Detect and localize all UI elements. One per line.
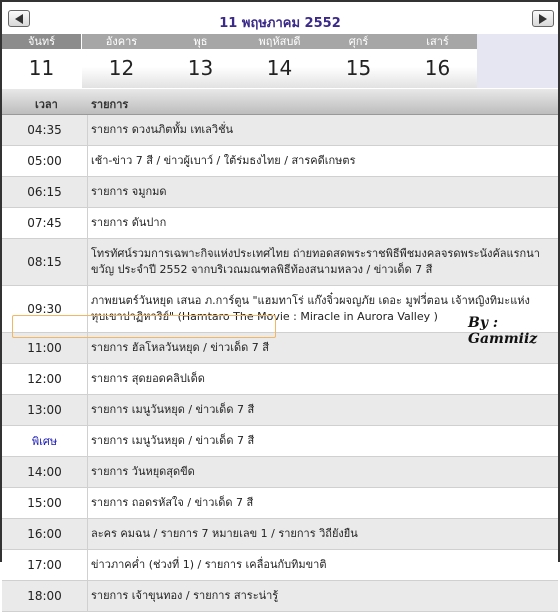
day-number: 12 <box>82 49 161 88</box>
day-name: พฤหัสบดี <box>240 34 319 49</box>
row-time: 05:00 <box>2 146 88 176</box>
day-tabs <box>2 34 558 88</box>
row-program: ข่าวภาคค่ำ (ช่วงที่ 1) / รายการ เคลื่อนกับทิมขาติ <box>91 558 327 571</box>
day-name: อังคาร <box>82 34 161 49</box>
month-header <box>2 2 558 36</box>
row-time-special: พิเศษ <box>2 426 88 456</box>
credit-signature: By : Gammiiz <box>468 315 538 347</box>
row-time: 13:00 <box>2 395 88 425</box>
table-row[interactable] <box>2 426 558 457</box>
row-program: ภาพยนตร์วันหยุด เสนอ ภ.การ์ตูน "แฮมทาโร่ แก๊งจิ๋วผจญภัย เดอะ มูฟวี่ตอน เจ้าหญิงทิมะแห่งหุบเขาปาฏิหาริย์" (Hamtaro The Movie : Miracle in Aurora Valley ) <box>91 294 530 323</box>
month-title: 11 พฤษภาคม 2552 <box>219 16 341 31</box>
day-name: เสาร์ <box>398 34 477 49</box>
day-tab-friday[interactable] <box>319 34 398 88</box>
row-time: 18:00 <box>2 581 88 611</box>
row-program: เช้า-ข่าว 7 สี / ข่าวผู้เบาว์ / ใต้ร่มธงไทย / สารคดีเกษตร <box>91 154 356 167</box>
row-program: โทรทัศน์รวมการเฉพาะกิจแห่งประเทศไทย ถ่ายทอดสดพระราชพิธีพืชมงคลจรดพระนังคัลแรกนาขวัญ ประจำปี 2552 จากบริเวณมณฑลพิธีท้องสนามหลวง / ข่าวเด็ด 7 สี <box>91 247 540 276</box>
row-time: 14:00 <box>2 457 88 487</box>
table-row[interactable] <box>2 239 558 286</box>
row-program: รายการ ดวงนภิตทั้ม เทเลวิชั่น <box>91 123 234 136</box>
row-program: รายการ สุดยอดคลิปเด็ด <box>91 372 205 385</box>
row-program: รายการ เจ้าขุนทอง / รายการ สาระน่ารู้ <box>91 589 279 602</box>
day-number: 16 <box>398 49 477 88</box>
row-time: 07:45 <box>2 208 88 238</box>
row-program: รายการ ถอดรหัสใจ / ข่าวเด็ด 7 สี <box>91 496 254 509</box>
row-time: 17:00 <box>2 550 88 580</box>
table-row[interactable] <box>2 146 558 177</box>
row-time: 04:35 <box>2 115 88 145</box>
table-row[interactable] <box>2 115 558 146</box>
day-name: จันทร์ <box>2 34 81 49</box>
row-time: 09:30 <box>2 286 88 332</box>
empty-day-cell <box>477 34 558 88</box>
table-row[interactable] <box>2 364 558 395</box>
row-program: รายการ จมูกมด <box>91 185 167 198</box>
day-number: 14 <box>240 49 319 88</box>
row-program: รายการ เมนูวันหยุด / ข่าวเด็ด 7 สี <box>91 403 255 416</box>
row-time: 16:00 <box>2 519 88 549</box>
day-tab-tuesday[interactable] <box>82 34 161 88</box>
row-program: รายการ วันหยุดสุดขีด <box>91 465 195 478</box>
column-header-program: รายการ <box>91 98 129 111</box>
day-tab-wednesday[interactable] <box>161 34 240 88</box>
table-row[interactable] <box>2 488 558 519</box>
day-name: พุธ <box>161 34 240 49</box>
table-row[interactable] <box>2 395 558 426</box>
day-number: 13 <box>161 49 240 88</box>
row-program: ละคร คมฉน / รายการ 7 หมายเลข 1 / รายการ วิถียังยืน <box>91 527 358 540</box>
day-number: 15 <box>319 49 398 88</box>
row-time: 08:15 <box>2 239 88 285</box>
table-row[interactable] <box>2 457 558 488</box>
row-time: 15:00 <box>2 488 88 518</box>
table-row[interactable] <box>2 519 558 550</box>
row-time: 06:15 <box>2 177 88 207</box>
table-row[interactable] <box>2 208 558 239</box>
day-number: 11 <box>2 49 81 88</box>
table-header <box>2 89 558 115</box>
table-row[interactable] <box>2 177 558 208</box>
row-time: 11:00 <box>2 333 88 363</box>
day-tab-thursday[interactable] <box>240 34 319 88</box>
day-tab-monday[interactable] <box>2 34 81 88</box>
row-time: 12:00 <box>2 364 88 394</box>
next-button[interactable] <box>532 10 554 27</box>
day-name: ศุกร์ <box>319 34 398 49</box>
table-row[interactable] <box>2 550 558 581</box>
day-tab-saturday[interactable] <box>398 34 477 88</box>
arrow-right-icon <box>539 14 547 24</box>
row-program: รายการ เมนูวันหยุด / ข่าวเด็ด 7 สี <box>91 434 255 447</box>
row-highlight-box <box>12 315 276 338</box>
row-program: รายการ ฮัลโหลวันหยุด / ข่าวเด็ด 7 สี <box>91 341 269 354</box>
table-row[interactable] <box>2 581 558 612</box>
row-program: รายการ ดันปาก <box>91 216 167 229</box>
column-header-time: เวลา <box>35 98 58 111</box>
schedule-list <box>2 115 558 612</box>
